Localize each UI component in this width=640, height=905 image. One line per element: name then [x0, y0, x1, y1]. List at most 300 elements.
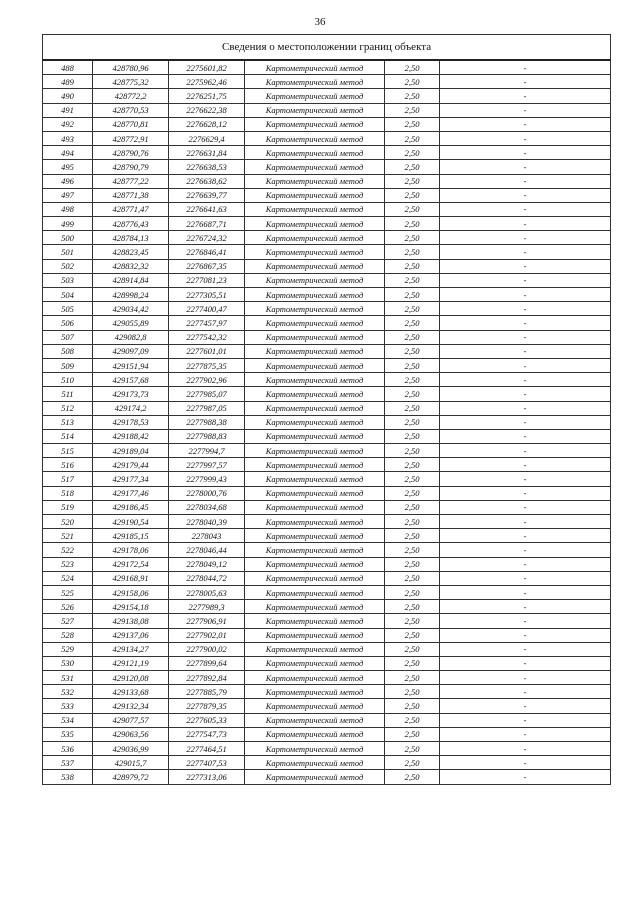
y-coordinate: 2277906,91: [169, 614, 245, 628]
accuracy-value: 2,50: [385, 571, 440, 585]
note-cell: -: [440, 273, 611, 287]
point-number: 529: [43, 642, 93, 656]
accuracy-value: 2,50: [385, 656, 440, 670]
method-description: Картометрический метод: [245, 557, 385, 571]
x-coordinate: 429077,57: [93, 713, 169, 727]
note-cell: -: [440, 756, 611, 770]
x-coordinate: 429157,68: [93, 373, 169, 387]
boundary-table: [42, 34, 611, 785]
accuracy-value: 2,50: [385, 429, 440, 443]
note-cell: -: [440, 217, 611, 231]
table-row: [43, 742, 611, 756]
x-coordinate: 428770,81: [93, 117, 169, 131]
method-description: Картометрический метод: [245, 543, 385, 557]
method-description: Картометрический метод: [245, 600, 385, 614]
point-number: 525: [43, 585, 93, 599]
x-coordinate: 429034,42: [93, 302, 169, 316]
accuracy-value: 2,50: [385, 60, 440, 75]
x-coordinate: 428770,53: [93, 103, 169, 117]
point-number: 517: [43, 472, 93, 486]
accuracy-value: 2,50: [385, 515, 440, 529]
point-number: 531: [43, 671, 93, 685]
accuracy-value: 2,50: [385, 103, 440, 117]
x-coordinate: 428775,32: [93, 75, 169, 89]
method-description: Картометрический метод: [245, 742, 385, 756]
y-coordinate: 2277400,47: [169, 302, 245, 316]
y-coordinate: 2277601,01: [169, 344, 245, 358]
method-description: Картометрический метод: [245, 472, 385, 486]
point-number: 528: [43, 628, 93, 642]
table-title: Сведения о местоположении границ объекта: [43, 35, 611, 61]
point-number: 499: [43, 217, 93, 231]
table-row: [43, 302, 611, 316]
x-coordinate: 429177,34: [93, 472, 169, 486]
note-cell: -: [440, 387, 611, 401]
accuracy-value: 2,50: [385, 146, 440, 160]
method-description: Картометрический метод: [245, 685, 385, 699]
y-coordinate: 2278000,76: [169, 486, 245, 500]
note-cell: -: [440, 486, 611, 500]
x-coordinate: 429137,06: [93, 628, 169, 642]
x-coordinate: 429168,91: [93, 571, 169, 585]
table-row: [43, 727, 611, 741]
method-description: Картометрический метод: [245, 571, 385, 585]
method-description: Картометрический метод: [245, 245, 385, 259]
y-coordinate: 2277605,33: [169, 713, 245, 727]
accuracy-value: 2,50: [385, 713, 440, 727]
method-description: Картометрический метод: [245, 699, 385, 713]
table-row: [43, 515, 611, 529]
table-row: [43, 429, 611, 443]
table-row: [43, 458, 611, 472]
note-cell: -: [440, 103, 611, 117]
point-number: 518: [43, 486, 93, 500]
accuracy-value: 2,50: [385, 358, 440, 372]
x-coordinate: 429188,42: [93, 429, 169, 443]
note-cell: -: [440, 245, 611, 259]
table-row: [43, 202, 611, 216]
table-row: [43, 543, 611, 557]
y-coordinate: 2278044,72: [169, 571, 245, 585]
method-description: Картометрический метод: [245, 344, 385, 358]
point-number: 497: [43, 188, 93, 202]
table-row: [43, 472, 611, 486]
method-description: Картометрический метод: [245, 415, 385, 429]
method-description: Картометрический метод: [245, 231, 385, 245]
note-cell: -: [440, 316, 611, 330]
y-coordinate: 2278005,63: [169, 585, 245, 599]
note-cell: -: [440, 330, 611, 344]
x-coordinate: 429174,2: [93, 401, 169, 415]
note-cell: -: [440, 557, 611, 571]
point-number: 504: [43, 288, 93, 302]
point-number: 523: [43, 557, 93, 571]
table-row: [43, 160, 611, 174]
y-coordinate: 2277457,97: [169, 316, 245, 330]
method-description: Картометрический метод: [245, 117, 385, 131]
y-coordinate: 2277988,83: [169, 429, 245, 443]
accuracy-value: 2,50: [385, 585, 440, 599]
accuracy-value: 2,50: [385, 458, 440, 472]
point-number: 532: [43, 685, 93, 699]
y-coordinate: 2277988,38: [169, 415, 245, 429]
method-description: Картометрический метод: [245, 515, 385, 529]
table-row: [43, 699, 611, 713]
note-cell: -: [440, 146, 611, 160]
method-description: Картометрический метод: [245, 727, 385, 741]
table-row: [43, 103, 611, 117]
y-coordinate: 2277997,57: [169, 458, 245, 472]
x-coordinate: 429190,54: [93, 515, 169, 529]
accuracy-value: 2,50: [385, 302, 440, 316]
table-row: [43, 671, 611, 685]
accuracy-value: 2,50: [385, 543, 440, 557]
table-row: [43, 288, 611, 302]
note-cell: -: [440, 131, 611, 145]
note-cell: -: [440, 344, 611, 358]
table-row: [43, 373, 611, 387]
method-description: Картометрический метод: [245, 429, 385, 443]
y-coordinate: 2277987,05: [169, 401, 245, 415]
x-coordinate: 429179,44: [93, 458, 169, 472]
x-coordinate: 429132,34: [93, 699, 169, 713]
method-description: Картометрический метод: [245, 160, 385, 174]
accuracy-value: 2,50: [385, 117, 440, 131]
accuracy-value: 2,50: [385, 500, 440, 514]
point-number: 503: [43, 273, 93, 287]
x-coordinate: 428772,91: [93, 131, 169, 145]
note-cell: -: [440, 742, 611, 756]
table-row: [43, 415, 611, 429]
note-cell: -: [440, 174, 611, 188]
table-row: [43, 75, 611, 89]
y-coordinate: 2277902,96: [169, 373, 245, 387]
point-number: 530: [43, 656, 93, 670]
accuracy-value: 2,50: [385, 373, 440, 387]
note-cell: -: [440, 202, 611, 216]
table-row: [43, 486, 611, 500]
y-coordinate: 2276251,75: [169, 89, 245, 103]
table-title-row: [43, 35, 611, 61]
point-number: 538: [43, 770, 93, 784]
x-coordinate: 429178,53: [93, 415, 169, 429]
y-coordinate: 2277407,53: [169, 756, 245, 770]
table-row: [43, 685, 611, 699]
table-row: [43, 500, 611, 514]
table-row: [43, 770, 611, 784]
point-number: 521: [43, 529, 93, 543]
y-coordinate: 2278046,44: [169, 543, 245, 557]
note-cell: -: [440, 543, 611, 557]
method-description: Картометрический метод: [245, 713, 385, 727]
point-number: 533: [43, 699, 93, 713]
note-cell: -: [440, 231, 611, 245]
x-coordinate: 429173,73: [93, 387, 169, 401]
table-row: [43, 642, 611, 656]
note-cell: -: [440, 685, 611, 699]
accuracy-value: 2,50: [385, 557, 440, 571]
point-number: 500: [43, 231, 93, 245]
y-coordinate: 2277875,35: [169, 358, 245, 372]
table-row: [43, 529, 611, 543]
x-coordinate: 428776,43: [93, 217, 169, 231]
table-row: [43, 387, 611, 401]
accuracy-value: 2,50: [385, 344, 440, 358]
table-row: [43, 444, 611, 458]
y-coordinate: 2276641,63: [169, 202, 245, 216]
y-coordinate: 2277902,01: [169, 628, 245, 642]
note-cell: -: [440, 458, 611, 472]
table-row: [43, 146, 611, 160]
x-coordinate: 428784,13: [93, 231, 169, 245]
y-coordinate: 2276687,71: [169, 217, 245, 231]
y-coordinate: 2278049,12: [169, 557, 245, 571]
note-cell: -: [440, 699, 611, 713]
point-number: 496: [43, 174, 93, 188]
note-cell: -: [440, 642, 611, 656]
x-coordinate: 428979,72: [93, 770, 169, 784]
y-coordinate: 2276638,53: [169, 160, 245, 174]
x-coordinate: 429097,09: [93, 344, 169, 358]
accuracy-value: 2,50: [385, 699, 440, 713]
y-coordinate: 2278043: [169, 529, 245, 543]
x-coordinate: 429036,99: [93, 742, 169, 756]
y-coordinate: 2277879,35: [169, 699, 245, 713]
note-cell: -: [440, 585, 611, 599]
accuracy-value: 2,50: [385, 131, 440, 145]
table-row: [43, 600, 611, 614]
note-cell: -: [440, 444, 611, 458]
x-coordinate: 428771,38: [93, 188, 169, 202]
method-description: Картометрический метод: [245, 500, 385, 514]
accuracy-value: 2,50: [385, 259, 440, 273]
note-cell: -: [440, 529, 611, 543]
point-number: 509: [43, 358, 93, 372]
accuracy-value: 2,50: [385, 742, 440, 756]
point-number: 493: [43, 131, 93, 145]
point-number: 498: [43, 202, 93, 216]
note-cell: -: [440, 89, 611, 103]
point-number: 524: [43, 571, 93, 585]
point-number: 490: [43, 89, 93, 103]
y-coordinate: 2276628,12: [169, 117, 245, 131]
x-coordinate: 429172,54: [93, 557, 169, 571]
table-row: [43, 557, 611, 571]
x-coordinate: 428771,47: [93, 202, 169, 216]
x-coordinate: 429121,19: [93, 656, 169, 670]
accuracy-value: 2,50: [385, 288, 440, 302]
y-coordinate: 2277547,73: [169, 727, 245, 741]
table-row: [43, 330, 611, 344]
point-number: 492: [43, 117, 93, 131]
method-description: Картометрический метод: [245, 656, 385, 670]
accuracy-value: 2,50: [385, 75, 440, 89]
y-coordinate: 2277081,23: [169, 273, 245, 287]
point-number: 488: [43, 60, 93, 75]
method-description: Картометрический метод: [245, 628, 385, 642]
x-coordinate: 429189,04: [93, 444, 169, 458]
y-coordinate: 2277900,02: [169, 642, 245, 656]
x-coordinate: 428777,22: [93, 174, 169, 188]
note-cell: -: [440, 259, 611, 273]
point-number: 489: [43, 75, 93, 89]
note-cell: -: [440, 671, 611, 685]
accuracy-value: 2,50: [385, 160, 440, 174]
y-coordinate: 2277892,84: [169, 671, 245, 685]
method-description: Картометрический метод: [245, 103, 385, 117]
table-row: [43, 217, 611, 231]
point-number: 494: [43, 146, 93, 160]
accuracy-value: 2,50: [385, 671, 440, 685]
note-cell: -: [440, 60, 611, 75]
table-row: [43, 401, 611, 415]
x-coordinate: 428998,24: [93, 288, 169, 302]
y-coordinate: 2277999,43: [169, 472, 245, 486]
method-description: Картометрический метод: [245, 174, 385, 188]
y-coordinate: 2277989,3: [169, 600, 245, 614]
y-coordinate: 2277542,32: [169, 330, 245, 344]
accuracy-value: 2,50: [385, 330, 440, 344]
x-coordinate: 428780,96: [93, 60, 169, 75]
x-coordinate: 429138,08: [93, 614, 169, 628]
note-cell: -: [440, 373, 611, 387]
x-coordinate: 429158,06: [93, 585, 169, 599]
point-number: 522: [43, 543, 93, 557]
accuracy-value: 2,50: [385, 387, 440, 401]
accuracy-value: 2,50: [385, 600, 440, 614]
x-coordinate: 429134,27: [93, 642, 169, 656]
y-coordinate: 2276724,32: [169, 231, 245, 245]
accuracy-value: 2,50: [385, 614, 440, 628]
method-description: Картометрический метод: [245, 259, 385, 273]
table-body: [43, 60, 611, 784]
accuracy-value: 2,50: [385, 444, 440, 458]
x-coordinate: 428823,45: [93, 245, 169, 259]
point-number: 527: [43, 614, 93, 628]
table-row: [43, 273, 611, 287]
method-description: Картометрический метод: [245, 358, 385, 372]
accuracy-value: 2,50: [385, 188, 440, 202]
x-coordinate: 429120,08: [93, 671, 169, 685]
point-number: 516: [43, 458, 93, 472]
method-description: Картометрический метод: [245, 486, 385, 500]
accuracy-value: 2,50: [385, 231, 440, 245]
note-cell: -: [440, 302, 611, 316]
method-description: Картометрический метод: [245, 642, 385, 656]
table-row: [43, 60, 611, 75]
y-coordinate: 2277464,51: [169, 742, 245, 756]
table-row: [43, 316, 611, 330]
point-number: 526: [43, 600, 93, 614]
table-row: [43, 656, 611, 670]
table-row: [43, 614, 611, 628]
note-cell: -: [440, 500, 611, 514]
table-row: [43, 585, 611, 599]
method-description: Картометрический метод: [245, 146, 385, 160]
y-coordinate: 2277313,06: [169, 770, 245, 784]
method-description: Картометрический метод: [245, 273, 385, 287]
x-coordinate: 429015,7: [93, 756, 169, 770]
accuracy-value: 2,50: [385, 202, 440, 216]
note-cell: -: [440, 75, 611, 89]
note-cell: -: [440, 415, 611, 429]
y-coordinate: 2278034,68: [169, 500, 245, 514]
point-number: 506: [43, 316, 93, 330]
accuracy-value: 2,50: [385, 727, 440, 741]
accuracy-value: 2,50: [385, 486, 440, 500]
accuracy-value: 2,50: [385, 245, 440, 259]
note-cell: -: [440, 515, 611, 529]
note-cell: -: [440, 600, 611, 614]
note-cell: -: [440, 288, 611, 302]
table-row: [43, 358, 611, 372]
x-coordinate: 428772,2: [93, 89, 169, 103]
x-coordinate: 428790,79: [93, 160, 169, 174]
point-number: 505: [43, 302, 93, 316]
method-description: Картометрический метод: [245, 444, 385, 458]
x-coordinate: 429133,68: [93, 685, 169, 699]
accuracy-value: 2,50: [385, 529, 440, 543]
accuracy-value: 2,50: [385, 89, 440, 103]
accuracy-value: 2,50: [385, 685, 440, 699]
note-cell: -: [440, 727, 611, 741]
table-row: [43, 713, 611, 727]
x-coordinate: 429178,06: [93, 543, 169, 557]
note-cell: -: [440, 117, 611, 131]
point-number: 491: [43, 103, 93, 117]
note-cell: -: [440, 401, 611, 415]
point-number: 514: [43, 429, 93, 443]
note-cell: -: [440, 656, 611, 670]
y-coordinate: 2277885,79: [169, 685, 245, 699]
y-coordinate: 2277994,7: [169, 444, 245, 458]
method-description: Картометрический метод: [245, 387, 385, 401]
table-row: [43, 89, 611, 103]
accuracy-value: 2,50: [385, 316, 440, 330]
point-number: 510: [43, 373, 93, 387]
point-number: 495: [43, 160, 93, 174]
method-description: Картометрический метод: [245, 770, 385, 784]
accuracy-value: 2,50: [385, 770, 440, 784]
note-cell: -: [440, 188, 611, 202]
page-number: 36: [314, 16, 326, 28]
table-row: [43, 628, 611, 642]
y-coordinate: 2275601,82: [169, 60, 245, 75]
method-description: Картометрический метод: [245, 75, 385, 89]
method-description: Картометрический метод: [245, 614, 385, 628]
point-number: 537: [43, 756, 93, 770]
point-number: 502: [43, 259, 93, 273]
accuracy-value: 2,50: [385, 415, 440, 429]
x-coordinate: 429177,46: [93, 486, 169, 500]
accuracy-value: 2,50: [385, 273, 440, 287]
accuracy-value: 2,50: [385, 642, 440, 656]
x-coordinate: 429063,56: [93, 727, 169, 741]
note-cell: -: [440, 628, 611, 642]
point-number: 519: [43, 500, 93, 514]
table-row: [43, 131, 611, 145]
y-coordinate: 2275962,46: [169, 75, 245, 89]
point-number: 536: [43, 742, 93, 756]
method-description: Картометрический метод: [245, 401, 385, 415]
table-row: [43, 245, 611, 259]
point-number: 512: [43, 401, 93, 415]
note-cell: -: [440, 614, 611, 628]
accuracy-value: 2,50: [385, 174, 440, 188]
x-coordinate: 429186,45: [93, 500, 169, 514]
method-description: Картометрический метод: [245, 585, 385, 599]
note-cell: -: [440, 358, 611, 372]
